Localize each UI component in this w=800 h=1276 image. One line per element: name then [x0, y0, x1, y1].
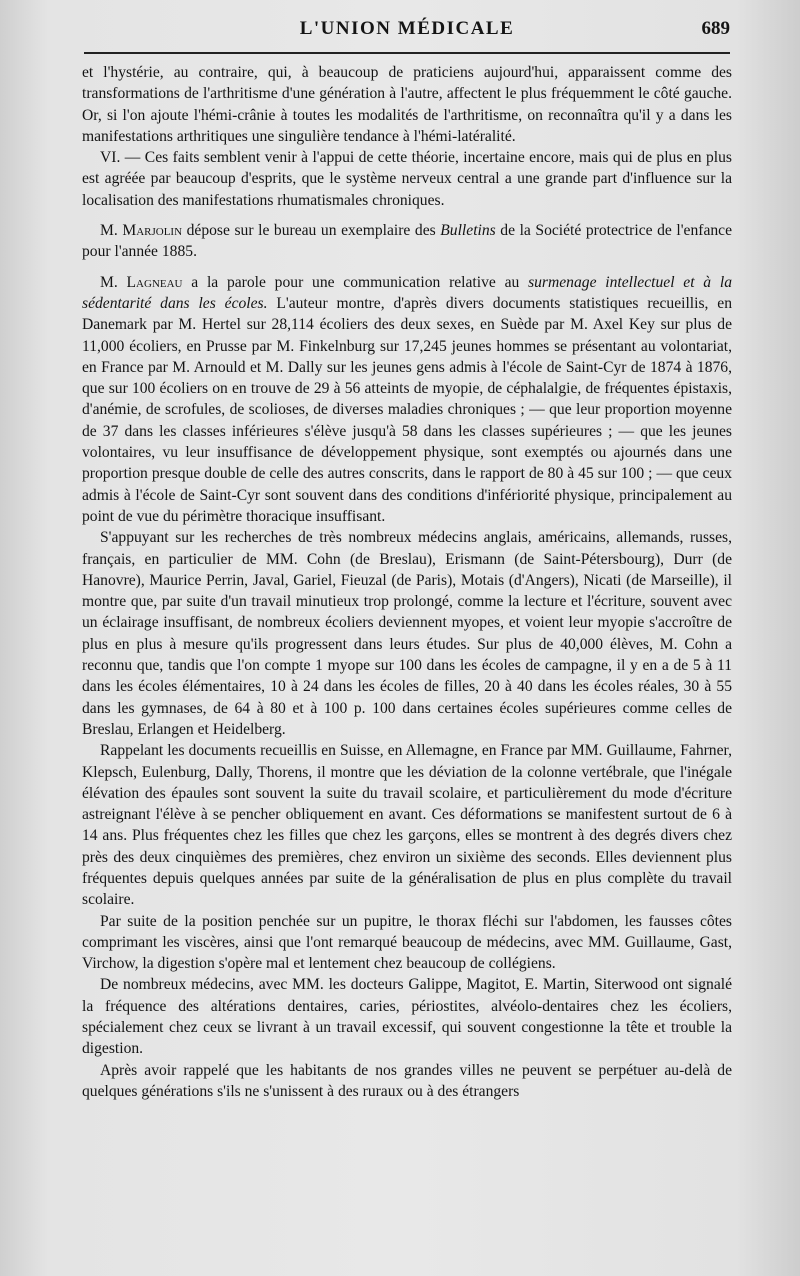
paragraph-text: dépose sur le bureau un exemplaire des: [182, 222, 441, 240]
paragraph-myopia: S'appuyant sur les recherches de très nombreux médecins anglais, américains, allemands, russes, français, en particulier de MM. Cohn (de Breslau), Erismann (de Saint-Pétersbourg), Durr (de Hanovre), Maurice Perrin, Javal, Gariel, Fieuzal (de Paris), Motais (d'Angers), Nicati (de Marseille), il montre que, par suite d'un travail minutieux trop prolongé, comme la lecture et l'écriture, souvent avec un éclairage insuffisant, de nombreux écoliers deviennent myopes, et voient leur myopie s'accroître de plus en plus à mesure qu'ils progressent dans leurs études. Sur plus de 40,000 élèves, M. Cohn a reconnu que, tandis que l'on compte 1 myope sur 100 dans les écoles de campagne, il y en a de 5 à 11 dans les écoles élémentaires, 10 à 24 dans les écoles de filles, 20 à 40 dans les écoles réales, 30 à 55 dans les gymnases, de 64 à 80 et à 100 p. 100 dans certaines écoles supérieures comme celles de Breslau, Erlangen et Heidelberg.: [82, 529, 732, 738]
speaker-name: Lagneau: [126, 273, 183, 291]
speaker-name: Marjolin: [122, 222, 183, 240]
paragraph-spine: Rappelant les documents recueillis en Suisse, en Allemagne, en France par MM. Guillaume, Fahrner, Klepsch, Eulenburg, Dally, Thorens, il montre que les déviation de la colonne vertébrale, que l'inégale élévation des épaules sont souvent la suite du travail scolaire, et particulièrement du mode d'écriture astreignant l'élève à se pencher obliquement en avant. Ces déformations se manifestent surtout de 6 à 14 ans. Plus fréquentes chez les filles que chez les garçons, elles se montrent à des degrés divers chez près des deux cinquièmes des premières, chez environ un sixième des seconds. Elles deviennent plus fréquentes depuis quelques années par suite de la généralisation de plus en plus complète du travail scolaire.: [82, 742, 732, 909]
paragraph-text-end: de la Société protectrice de l'enfance pour l'année 1885.: [82, 222, 733, 261]
italic-title: surmenage intellectuel et à la sédentarité dans les écoles.: [82, 273, 732, 312]
running-head: [84, 18, 730, 48]
paragraph-marjolin: [82, 220, 732, 263]
running-title: L'UNION MÉDICALE: [299, 18, 515, 39]
m-prefix: M.: [100, 273, 127, 291]
paragraph-text: a la parole pour une communication relative au: [182, 273, 529, 291]
body-text: [82, 62, 732, 1102]
italic-title: Bulletins: [440, 222, 496, 240]
m-prefix: M.: [100, 222, 123, 240]
paragraph-lagneau: [82, 272, 732, 528]
paragraph-dental: De nombreux médecins, avec MM. les docteurs Galippe, Magitot, E. Martin, Siterwood ont signalé la fréquence des altérations dentaires, caries, périostites, alvéolo-dentaires chez les écoliers, spécialement chez ceux se livrant à un travail excessif, qui souvent congestionne la tête et trouble la digestion.: [82, 976, 732, 1058]
header-rule: [84, 52, 730, 54]
paragraph-section-vi: VI. — Ces faits semblent venir à l'appui de cette théorie, incertaine encore, mais qui de plus en plus est agréée par beaucoup d'esprits, que le système nerveux central a une grande part d'influence sur la localisation des manifestations rhumatismales chroniques.: [82, 149, 732, 209]
paragraph-digestion: Par suite de la position penchée sur un pupitre, le thorax fléchi sur l'abdomen, les fausses côtes comprimant les viscères, ainsi que l'ont remarqué beaucoup de médecins, avec MM. Guillaume, Gast, Virchow, la digestion s'opère mal et lentement chez beaucoup de collégiens.: [82, 912, 732, 973]
paragraph-cities: Après avoir rappelé que les habitants de nos grandes villes ne peuvent se perpétuer au-delà de quelques générations s'ils ne s'unissent à des ruraux ou à des étrangers: [82, 1061, 732, 1100]
paragraph-hysteria: et l'hystérie, au contraire, qui, à beaucoup de praticiens aujourd'hui, apparaissent comme des transformations de l'arthritisme d'une génération à l'autre, affectent le plus fréquemment le côté gauche. Or, si l'on ajoute l'hémi-crânie à toutes les modalités de l'arthritisme, on reconnaîtra qu'il y a dans les manifestations arthritiques une singulière tendance à l'hémi-latéralité.: [82, 64, 732, 145]
paragraph-text-end: L'auteur montre, d'après divers documents statistiques recueillis, en Danemark par M. Hertel sur 28,114 écoliers des deux sexes, en Suède par M. Axel Key sur plus de 11,000 écoliers, en Prusse par M. Finkelnburg sur 17,245 jeunes hommes se présentant au volontariat, en France par M. Arnould et M. Dally sur les jeunes gens admis à l'école de Saint-Cyr de 1874 à 1876, que sur 100 écoliers on en trouve de 29 à 56 atteints de myopie, de céphalalgie, de fréquentes épistaxis, d'anémie, de scrofules, de scolioses, de diverses maladies chroniques ; — que leur proportion moyenne de 37 dans les classes inférieures s'élève jusqu'à 58 dans les classes supérieures ; — que les jeunes volontaires, vu leur insuffisance de développement physique, sont exemptés ou ajournés dans une proportion presque double de celle des autres conscrits, dans le rapport de 80 à 45 sur 100 ; — que ceux admis à l'école de Saint-Cyr sont souvent dans des conditions d'infériorité physique, principalement au point de vue du périmètre thoracique insuffisant.: [82, 294, 732, 525]
page-number: 689: [701, 18, 730, 39]
